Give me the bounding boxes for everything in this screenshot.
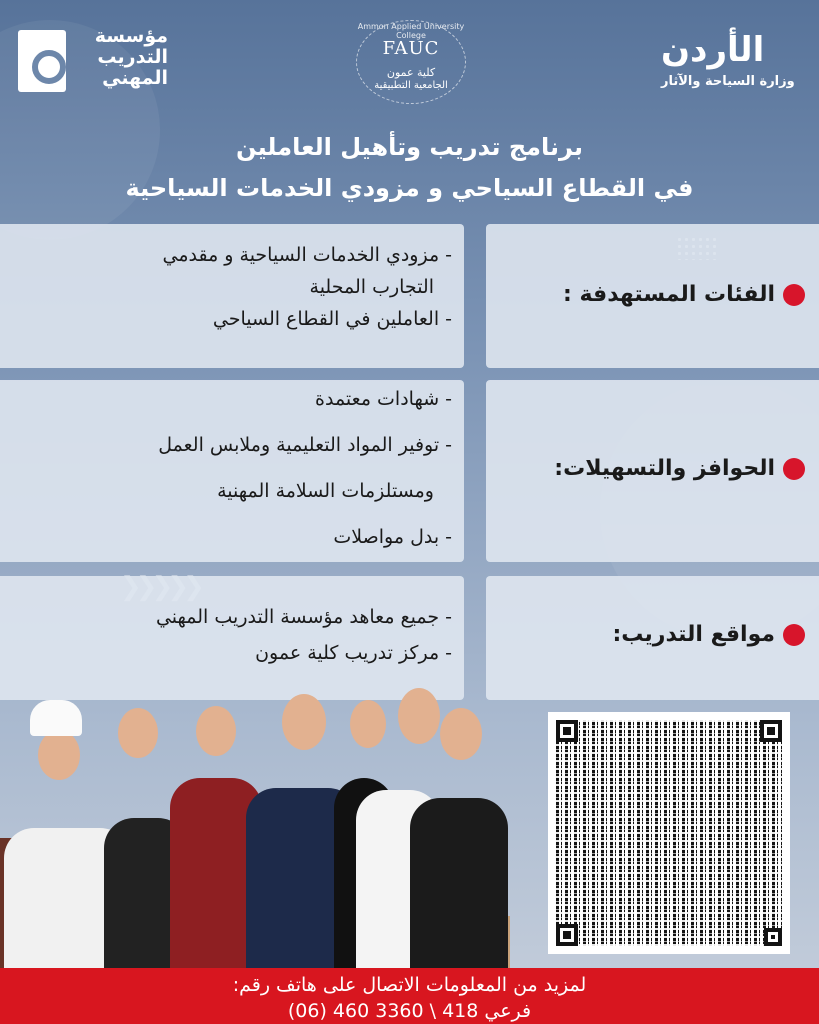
- list-item: -العاملين في القطاع السياحي: [212, 308, 452, 330]
- jordan-tourism-logo: [661, 30, 801, 100]
- contact-footer: [0, 968, 819, 1024]
- receptionist-head: [118, 708, 158, 758]
- qr-finder-pattern: [760, 720, 782, 742]
- section-label: الحوافز والتسهيلات:: [554, 456, 805, 481]
- vtc-logo-mark-icon: [18, 30, 66, 92]
- barista-head: [398, 688, 440, 744]
- bellboy-head: [196, 706, 236, 756]
- list-item: -مركز تدريب كلية عمون: [255, 642, 452, 664]
- bullet-dot-icon: [783, 284, 805, 306]
- jordan-wordmark: الأردن: [661, 30, 765, 70]
- waiter-head: [350, 700, 386, 748]
- section-training-locations: [0, 576, 819, 700]
- vtc-logo-text: مؤسسة التدريب المهني: [94, 25, 168, 89]
- section-label-panel: [486, 576, 819, 700]
- hospitality-workers-photo: [0, 700, 530, 968]
- section-target-groups: [0, 224, 819, 368]
- flight-attendant-head: [282, 694, 326, 750]
- qr-finder-pattern: [764, 928, 782, 946]
- list-item: ومستلزمات السلامة المهنية: [217, 480, 434, 502]
- chef-head: [38, 730, 80, 780]
- section-label-panel: [486, 380, 819, 562]
- college-arabic-subtitle: الجامعية التطبيقية: [374, 80, 448, 91]
- college-monogram: FAUC: [382, 38, 440, 59]
- bullet-dot-icon: [783, 458, 805, 480]
- list-item: -شهادات معتمدة: [315, 388, 452, 410]
- contact-phone[interactable]: فرعي 418 \ 3360 460 (06): [287, 1000, 532, 1022]
- section-items-panel: [0, 224, 464, 368]
- qr-code-icon[interactable]: [548, 712, 790, 954]
- qr-finder-pattern: [556, 924, 578, 946]
- maid-figure: [410, 798, 508, 968]
- list-item: التجارب المحلية: [309, 276, 434, 298]
- qr-code-pattern: [556, 720, 782, 946]
- list-item: -بدل مواصلات: [333, 526, 452, 548]
- list-item: -مزودي الخدمات السياحية و مقدمي: [162, 244, 452, 266]
- section-items-panel: [0, 576, 464, 700]
- bullet-dot-icon: [783, 624, 805, 646]
- header: [0, 0, 819, 120]
- section-label: الفئات المستهدفة :: [563, 282, 805, 307]
- contact-text: لمزيد من المعلومات الاتصال على هاتف رقم:: [232, 974, 587, 996]
- ministry-name: وزارة السياحة والآثار: [661, 74, 795, 89]
- college-arabic-name: كلية عمون: [386, 66, 436, 79]
- section-label-panel: [486, 224, 819, 368]
- chef-hat: [30, 700, 82, 736]
- page-title: [60, 128, 759, 210]
- college-english-arc: Ammon Applied University College: [357, 22, 465, 40]
- vocational-training-logo: [18, 26, 168, 98]
- list-item: -جميع معاهد مؤسسة التدريب المهني: [155, 606, 452, 628]
- qr-finder-pattern: [556, 720, 578, 742]
- maid-head: [440, 708, 482, 760]
- section-label: مواقع التدريب:: [612, 622, 805, 647]
- section-incentives: [0, 380, 819, 562]
- title-line-1: برنامج تدريب وتأهيل العاملين: [236, 133, 583, 161]
- list-item: -توفير المواد التعليمية وملابس العمل: [158, 434, 452, 456]
- title-line-2: في القطاع السياحي و مزودي الخدمات السياحية: [125, 174, 694, 202]
- section-items-panel: [0, 380, 464, 562]
- ammon-college-logo: [352, 16, 470, 108]
